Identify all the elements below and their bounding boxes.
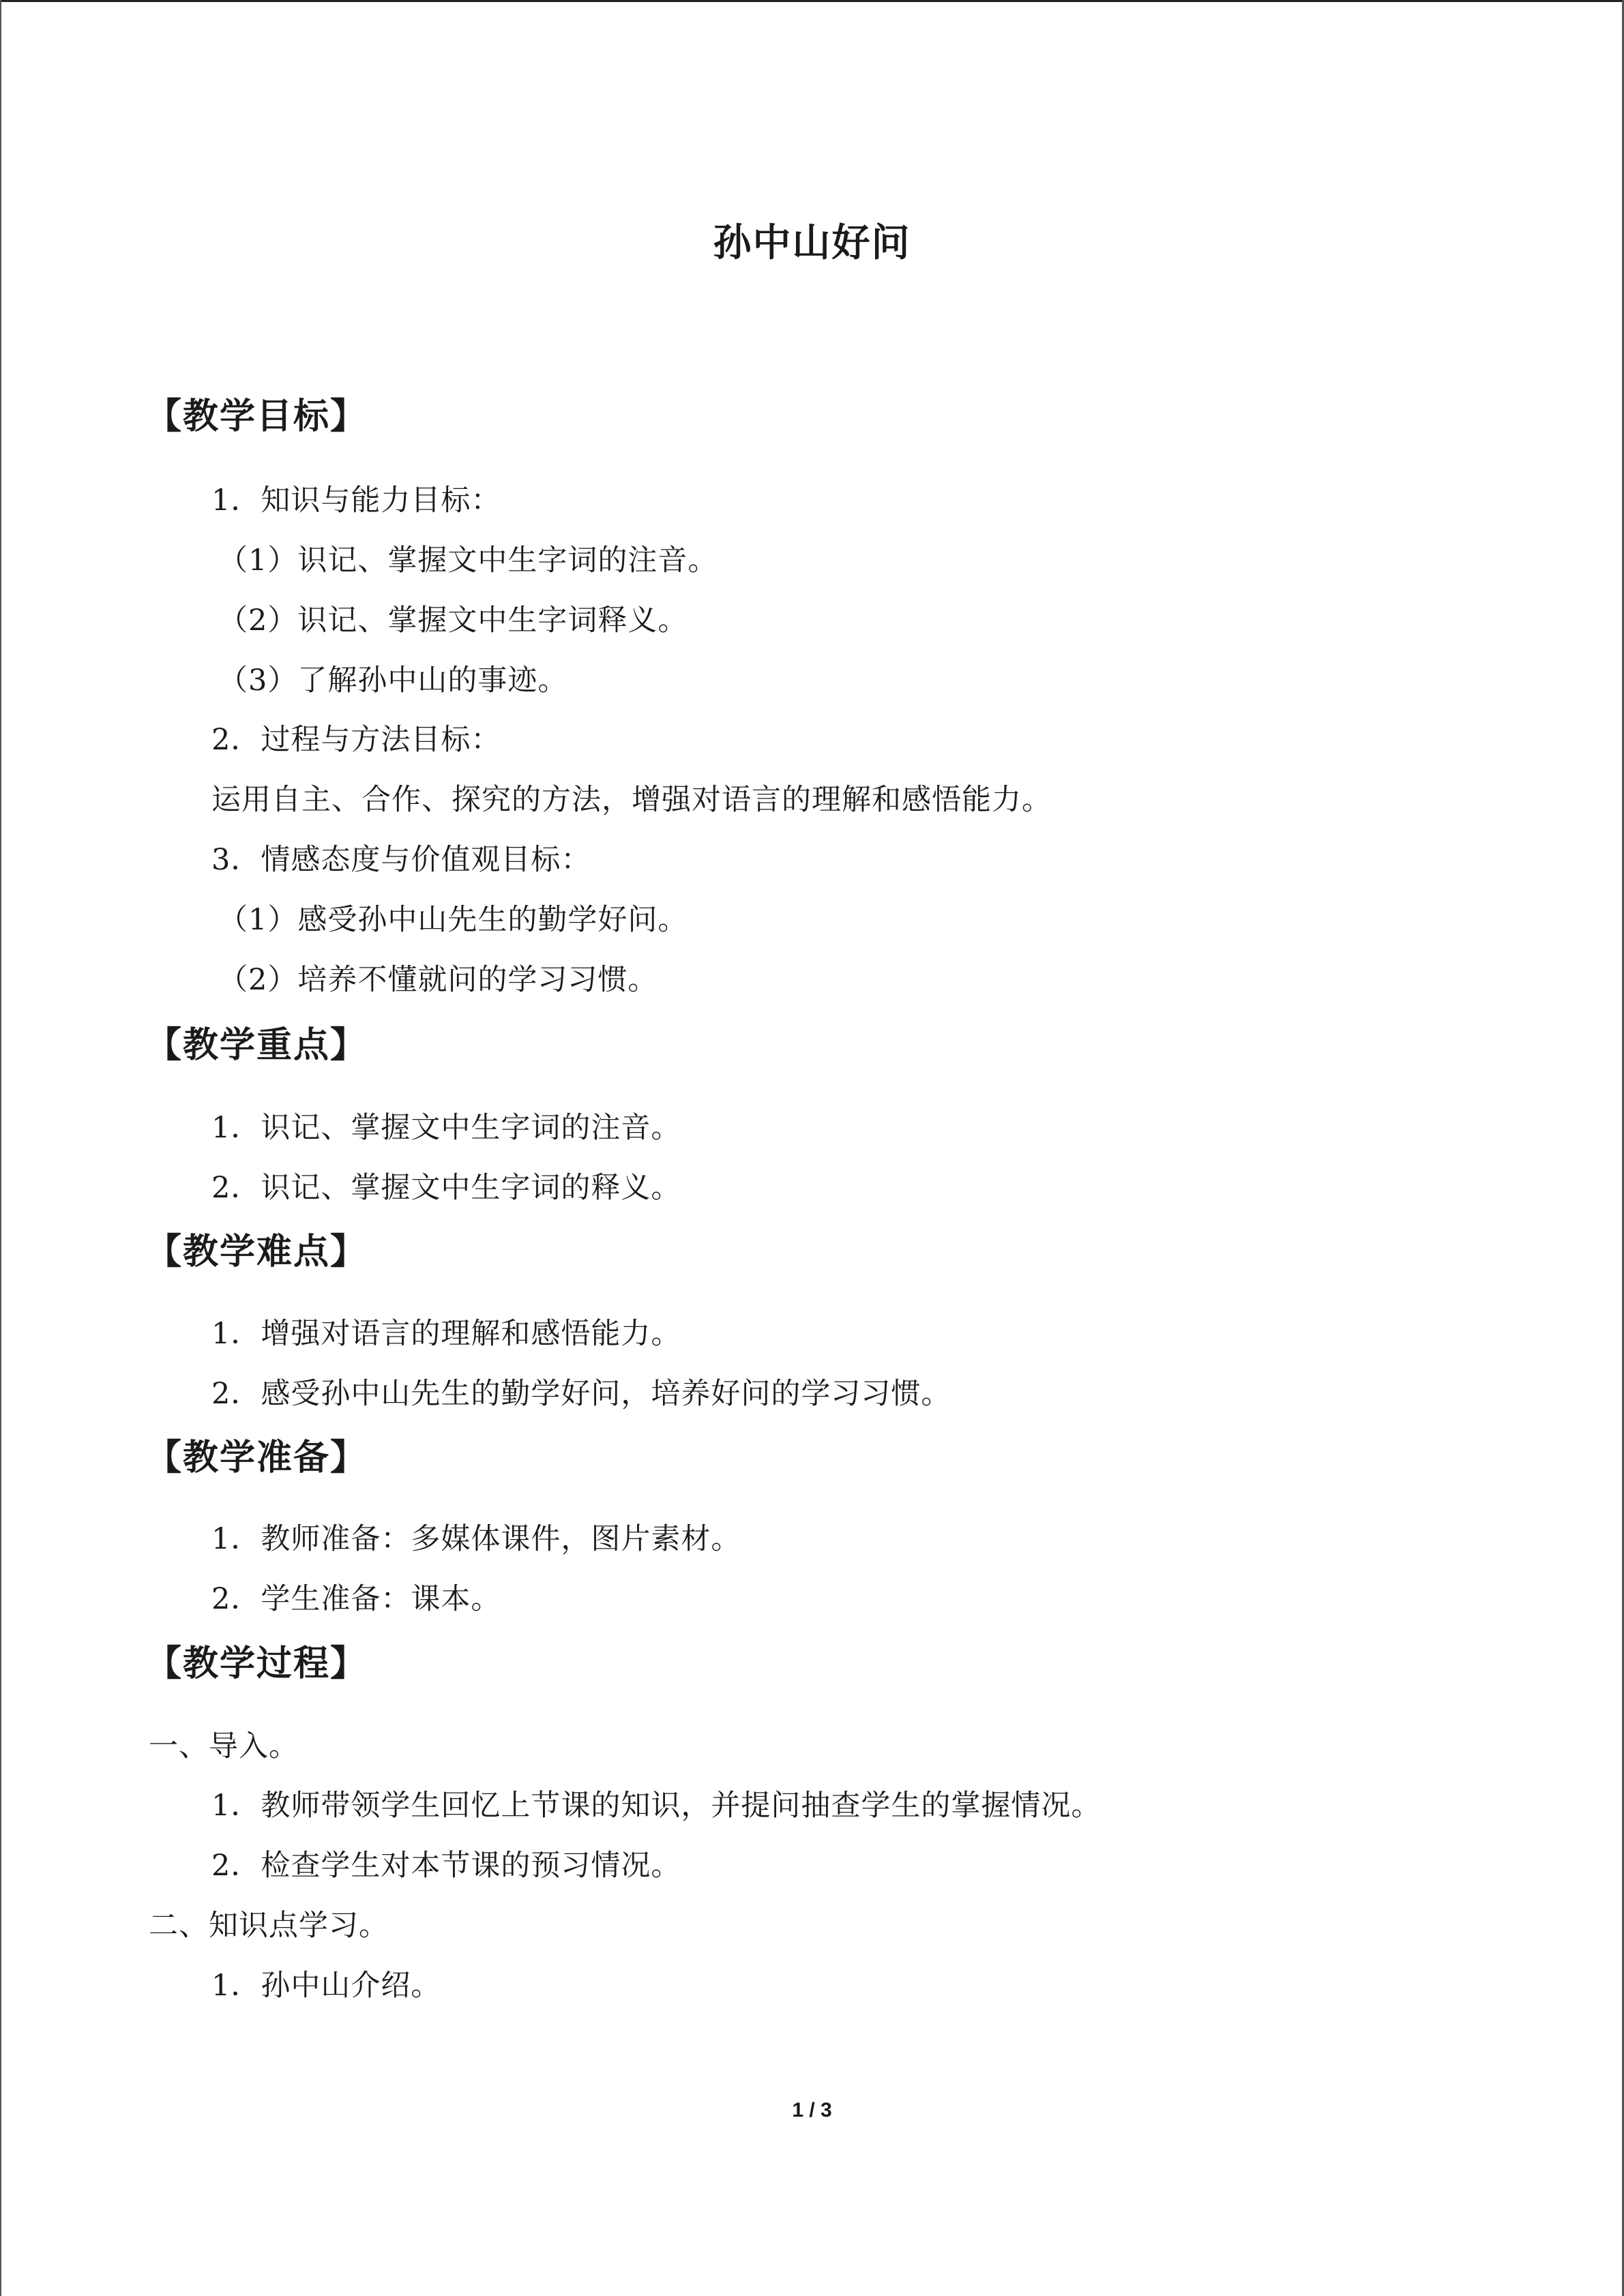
difficulties-line: 2．感受孙中山先生的勤学好问，培养好问的学习习惯。 [211, 1377, 951, 1411]
objectives-line: （1）识记、掌握文中生字词的注音。 [218, 543, 718, 578]
heading-key-points: 【教学重点】 [146, 1024, 368, 1066]
heading-preparation: 【教学准备】 [146, 1437, 368, 1478]
preparation-line: 2．学生准备：课本。 [211, 1582, 501, 1616]
objectives-line: 运用自主、合作、探究的方法，增强对语言的理解和感悟能力。 [211, 783, 1052, 817]
objectives-line: 3．情感态度与价值观目标： [211, 843, 591, 877]
objectives-line: （1）感受孙中山先生的勤学好问。 [218, 903, 688, 937]
document-title: 孙中山好问 [713, 220, 911, 265]
heading-difficulties: 【教学难点】 [146, 1231, 368, 1272]
objectives-line: 2．过程与方法目标： [211, 723, 501, 757]
difficulties-line: 1．增强对语言的理解和感悟能力。 [211, 1317, 681, 1351]
process-line: 二、知识点学习。 [149, 1909, 389, 1943]
preparation-line: 1．教师准备：多媒体课件，图片素材。 [211, 1522, 741, 1556]
process-line: 1．孙中山介绍。 [211, 1969, 441, 2003]
process-line: 2．检查学生对本节课的预习情况。 [211, 1849, 681, 1883]
objectives-line: （3）了解孙中山的事迹。 [218, 664, 568, 698]
heading-objectives: 【教学目标】 [146, 396, 368, 437]
objectives-line: （2）培养不懂就问的学习习惯。 [218, 963, 658, 997]
key-points-line: 1．识记、掌握文中生字词的注音。 [211, 1111, 681, 1145]
objectives-line: 1．知识与能力目标： [211, 483, 501, 518]
process-line: 一、导入。 [149, 1729, 299, 1763]
process-line: 1．教师带领学生回忆上节课的知识，并提问抽查学生的掌握情况。 [211, 1789, 1102, 1823]
objectives-line: （2）识记、掌握文中生字词释义。 [218, 603, 688, 638]
key-points-line: 2．识记、掌握文中生字词的释义。 [211, 1171, 681, 1205]
page-number: 1 / 3 [792, 2099, 832, 2121]
page-left-border [0, 0, 1, 2296]
page-top-border [0, 0, 1624, 2]
heading-process: 【教学过程】 [146, 1643, 368, 1684]
